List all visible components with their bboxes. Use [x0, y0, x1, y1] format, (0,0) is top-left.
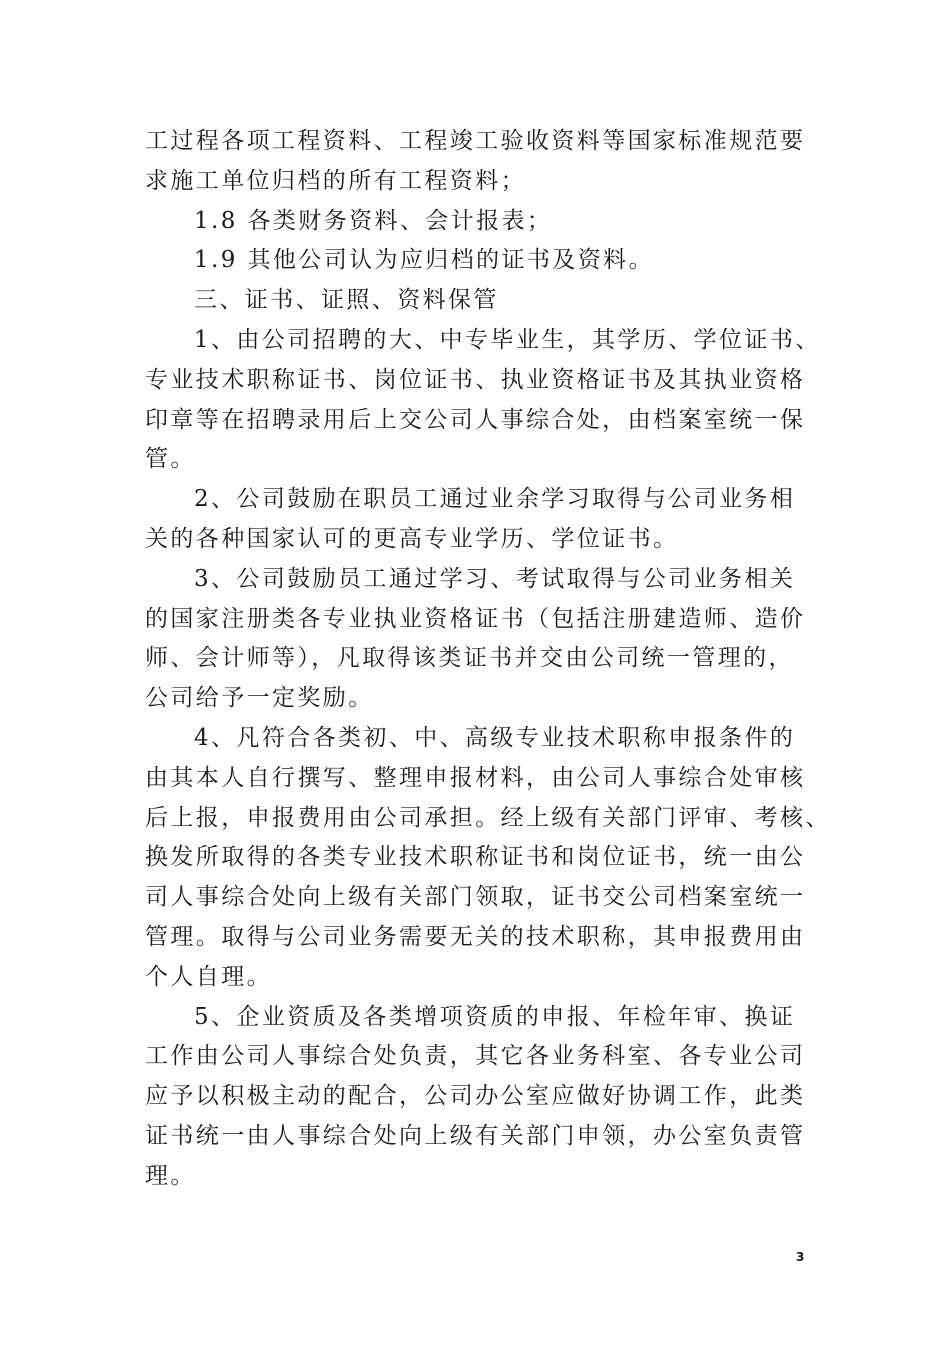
- text-line: 理。: [145, 1162, 196, 1189]
- text-line: 的国家注册类各专业执业资格证书（包括注册建造师、造价: [145, 605, 806, 632]
- text-line: 专业技术职称证书、岗位证书、执业资格证书及其执业资格: [145, 366, 806, 393]
- text-line: 4、凡符合各类初、中、高级专业技术职称申报条件的: [194, 724, 796, 751]
- text-line: 1、由公司招聘的大、中专毕业生，其学历、学位证书、: [194, 326, 821, 353]
- text-line: 1.9 其他公司认为应归档的证书及资料。: [194, 247, 654, 274]
- text-line: 求施工单位归档的所有工程资料；: [145, 167, 526, 194]
- text-line: 后上报，申报费用由公司承担。经上级有关部门评审、考核、: [145, 804, 831, 831]
- text-line: 三、证书、证照、资料保管: [194, 287, 499, 314]
- text-line: 管理。取得与公司业务需要无关的技术职称，其申报费用由: [145, 923, 806, 950]
- text-line: 证书统一由人事综合处向上级有关部门申领，办公室负责管: [145, 1122, 806, 1149]
- text-line: 公司给予一定奖励。: [145, 685, 374, 712]
- text-line: 印章等在招聘录用后上交公司人事综合处，由档案室统一保: [145, 406, 806, 433]
- text-line: 管。: [145, 446, 196, 473]
- text-line: 工过程各项工程资料、工程竣工验收资料等国家标准规范要: [145, 128, 806, 154]
- text-line: 1.8 各类财务资料、会计报表；: [194, 207, 553, 234]
- text-line: 关的各种国家认可的更高专业学历、学位证书。: [145, 525, 679, 552]
- page-number: 3: [796, 1250, 805, 1264]
- text-line: 师、会计师等），凡取得该类证书并交由公司统一管理的，: [145, 645, 794, 672]
- text-line: 由其本人自行撰写、整理申报材料，由公司人事综合处审核: [145, 764, 806, 791]
- text-line: 应予以积极主动的配合，公司办公室应做好协调工作，此类: [145, 1083, 806, 1110]
- document-body: [145, 122, 831, 1197]
- text-line: 个人自理。: [145, 963, 272, 990]
- text-line: 5、企业资质及各类增项资质的申报、年检年审、换证: [194, 1003, 796, 1030]
- text-line: 换发所取得的各类专业技术职称证书和岗位证书，统一由公: [145, 844, 806, 871]
- text-line: 3、公司鼓励员工通过学习、考试取得与公司业务相关: [194, 565, 796, 592]
- text-line: 工作由公司人事综合处负责，其它各业务科室、各专业公司: [145, 1043, 806, 1070]
- text-line: 司人事综合处向上级有关部门领取，证书交公司档案室统一: [145, 884, 806, 911]
- text-line: 2、公司鼓励在职员工通过业余学习取得与公司业务相: [194, 486, 796, 513]
